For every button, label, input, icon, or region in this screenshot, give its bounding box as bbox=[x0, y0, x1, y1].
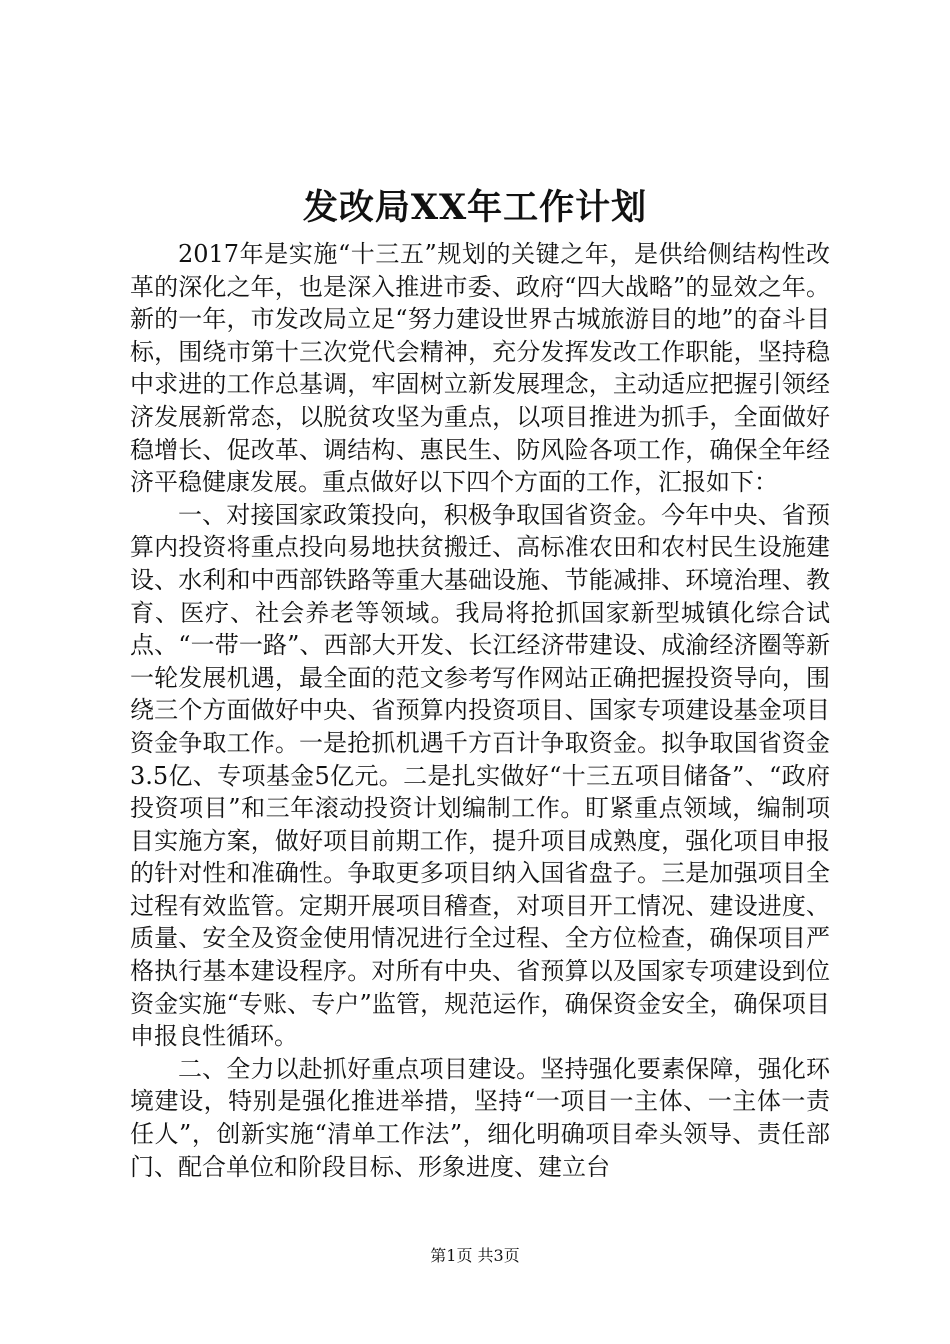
document-body bbox=[130, 238, 830, 1183]
paragraph-section-2: 二、全力以赴抓好重点项目建设。坚持强化要素保障，强化环境建设，特别是强化推进举措，坚持“一项目一主体、一主体一责任人”，创新实施“清单工作法”，细化明确项目牵头领导、责任部门、配合单位和阶段目标、形象进度、建立台 bbox=[130, 1054, 830, 1181]
paragraph-intro: 2017年是实施“十三五”规划的关键之年，是供给侧结构性改革的深化之年，也是深入推进市委、政府“四大战略”的显效之年。新的一年，市发改局立足“努力建设世界古城旅游目的地”的奋斗目标，围绕市第十三次党代会精神，充分发挥发改工作职能，坚持稳中求进的工作总基调，牢固树立新发展理念，主动适应把握引领经济发展新常态，以脱贫攻坚为重点，以项目推进为抓手，全面做好稳增长、促改革、调结构、惠民生、防风险各项工作，确保全年经济平稳健康发展。重点做好以下四个方面的工作，汇报如下： bbox=[130, 240, 830, 497]
page-number-footer: 第1页 共3页 bbox=[430, 1246, 520, 1265]
paragraph-section-1: 一、对接国家政策投向，积极争取国省资金。今年中央、省预算内投资将重点投向易地扶贫搬迁、高标准农田和农村民生设施建设、水利和中西部铁路等重大基础设施、节能减排、环境治理、教育、医疗、社会养老等领域。我局将抢抓国家新型城镇化综合试点、“一带一路”、西部大开发、长江经济带建设、成渝经济圈等新一轮发展机遇，最全面的范文参考写作网站正确把握投资导向，围绕三个方面做好中央、省预算内投资项目、国家专项建设基金项目资金争取工作。一是抢抓机遇千方百计争取资金。拟争取国省资金3.5亿、专项基金5亿元。二是扎实做好“十三五项目储备”、“政府投资项目”和三年滚动投资计划编制工作。盯紧重点领域，编制项目实施方案，做好项目前期工作，提升项目成熟度，强化项目申报的针对性和准确性。争取更多项目纳入国省盘子。三是加强项目全过程有效监管。定期开展项目稽查，对项目开工情况、建设进度、质量、安全及资金使用情况进行全过程、全方位检查，确保项目严格执行基本建设程序。对所有中央、省预算以及国家专项建设到位资金实施“专账、专户”监管，规范运作，确保资金安全，确保项目申报良性循环。 bbox=[130, 500, 830, 1051]
document-title: 发改局XX年工作计划 bbox=[302, 187, 648, 228]
